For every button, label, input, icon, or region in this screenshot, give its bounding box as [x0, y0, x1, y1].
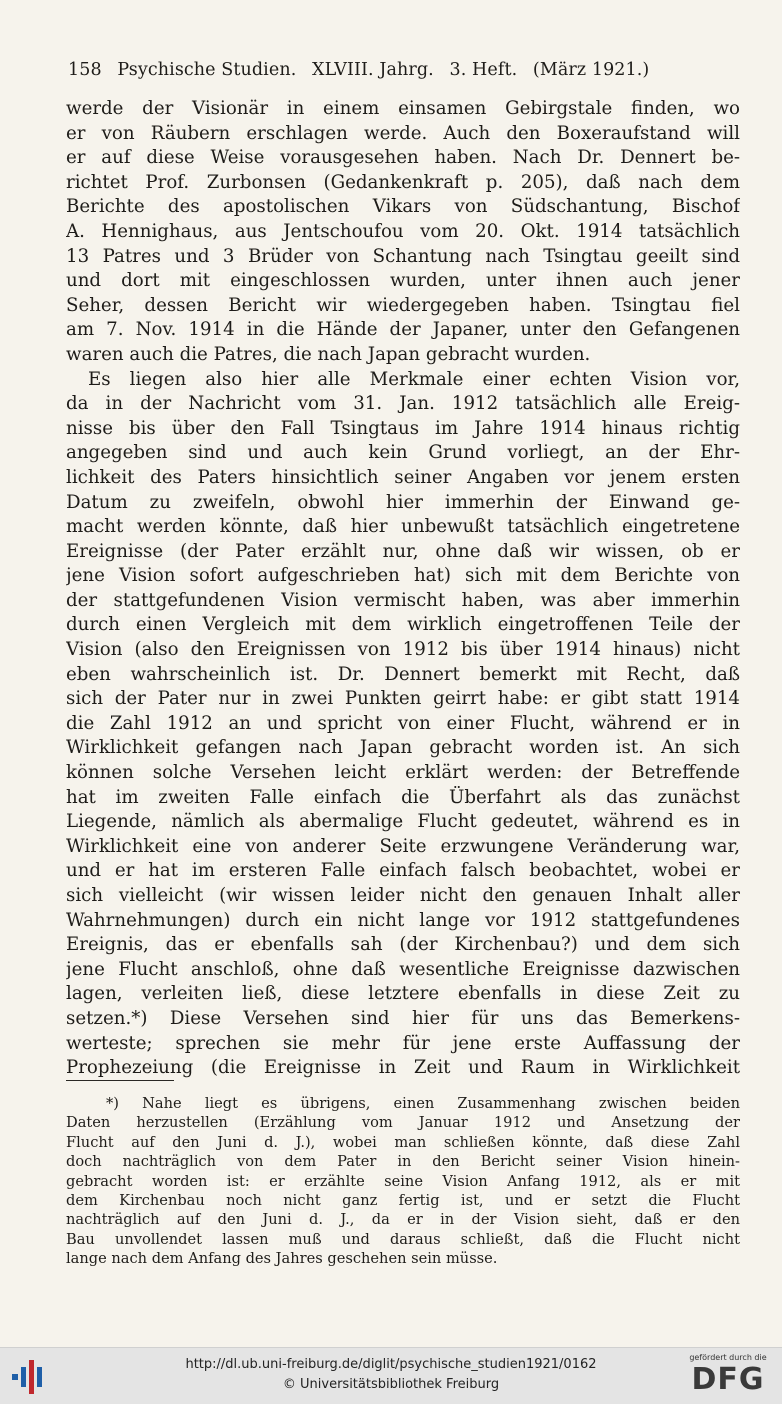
permalink-url[interactable]: http://dl.ub.uni-freiburg.de/diglit/psychische_studien1921/0162	[185, 1357, 597, 1372]
body-text-line: Ereignis, das er ebenfalls sah (der Kirchenbau?) und dem sich	[66, 934, 740, 956]
body-text-line: setzen.*) Diese Versehen sind hier für uns das Bemerkens-	[66, 1007, 740, 1029]
body-text-line: er auf diese Weise vorausgesehen haben. Nach Dr. Dennert be-	[66, 147, 740, 169]
body-text-line: der stattgefundenen Vision vermischt haben, was aber immerhin	[66, 589, 740, 611]
body-text	[66, 97, 740, 1081]
dfg-logo[interactable]	[686, 1353, 770, 1397]
journal-title: Psychische Studien.	[117, 60, 297, 80]
body-text-line: Vision (also den Ereignissen von 1912 bis über 1914 hinaus) nicht	[66, 639, 740, 661]
body-text-line: nisse bis über den Fall Tsingtaus im Jahre 1914 hinaus richtig	[66, 417, 740, 439]
dfg-logo-icon: DFG	[691, 1362, 765, 1397]
body-text-line: sich der Pater nur in zwei Punkten geirrt habe: er gibt statt 1914	[66, 688, 740, 710]
body-text-line: Berichte des apostolischen Vikars von Südschantung, Bischof	[66, 196, 740, 218]
footnote-line: Daten herzustellen (Erzählung vom Januar 1912 und Ansetzung der	[66, 1114, 740, 1132]
body-text-line: Prophezeiung (die Ereignisse in Zeit und Raum in Wirklichkeit	[66, 1057, 740, 1079]
body-text-line: am 7. Nov. 1914 in die Hände der Japaner, unter den Gefangenen	[66, 319, 740, 341]
body-text-line: lichkeit des Paters hinsichtlich seiner Angaben vor jenem ersten	[66, 466, 740, 488]
body-text-line: hat im zweiten Falle einfach die Überfahrt als das zunächst	[66, 786, 740, 808]
body-text-line: eben wahrscheinlich ist. Dr. Dennert bemerkt mit Recht, daß	[66, 663, 740, 685]
footnote-line: dem Kirchenbau noch nicht ganz fertig ist, und er setzt die Flucht	[66, 1191, 740, 1209]
issue-date: (März 1921.)	[532, 60, 650, 80]
volume-label: XLVIII. Jahrg.	[312, 60, 434, 80]
body-text-line: 13 Patres und 3 Brüder von Schantung nach Tsingtau geeilt sind	[66, 245, 740, 267]
issue-label: 3. Heft.	[449, 60, 518, 80]
footnote-rule	[66, 1080, 174, 1081]
footnote-line: gebracht worden ist: er erzählte seine Vision Anfang 1912, als er mit	[66, 1172, 740, 1190]
body-text-line: und dort mit eingeschlossen wurden, unter ihnen auch jener	[66, 270, 740, 292]
body-text-line: und er hat im ersteren Falle einfach falsch beobachtet, wobei er	[66, 860, 740, 882]
body-text-line: durch einen Vergleich mit dem wirklich eingetroffenen Teile der	[66, 614, 740, 636]
body-text-line: lagen, verleiten ließ, diese letztere ebenfalls in diese Zeit zu	[66, 983, 740, 1005]
viewer-footer	[0, 1347, 782, 1404]
footnote-line: lange nach dem Anfang des Jahres geschehen sein müsse.	[66, 1250, 498, 1268]
body-text-line: können solche Versehen leicht erklärt werden: der Betreffende	[66, 762, 740, 784]
footnote-line: Flucht auf den Juni d. J.), wobei man schließen könnte, daß diese Zahl	[66, 1133, 740, 1151]
body-text-line: Wahrnehmungen) durch ein nicht lange vor 1912 stattgefundenes	[66, 909, 740, 931]
copyright-notice: © Universitätsbibliothek Freiburg	[282, 1377, 500, 1392]
body-text-line: Seher, dessen Bericht wir wiedergegeben haben. Tsingtau fiel	[66, 294, 740, 316]
body-text-line: die Zahl 1912 an und spricht von einer Flucht, während er in	[66, 712, 740, 734]
body-text-line: werde der Visionär in einem einsamen Gebirgstale finden, wo	[66, 98, 740, 119]
body-text-line: Es liegen also hier alle Merkmale einer echten Vision vor,	[88, 368, 740, 390]
dfg-caption: gefördert durch die	[689, 1353, 767, 1362]
body-text-line: angegeben sind und auch kein Grund vorliegt, an der Ehr-	[66, 442, 740, 464]
body-text-line: jene Vision sofort aufgeschrieben hat) sich mit dem Berichte von	[66, 565, 740, 587]
body-text-line: richtet Prof. Zurbonsen (Gedankenkraft p. 205), daß nach dem	[66, 171, 740, 193]
footnote-line: *) Nahe liegt es übrigens, einen Zusammenhang zwischen beiden	[106, 1095, 740, 1112]
body-text-line: Ereignisse (der Pater erzählt nur, ohne daß wir wissen, ob er	[66, 540, 740, 562]
footnote-line: doch nachträglich von dem Pater in den Bericht seiner Vision hinein-	[66, 1153, 740, 1171]
body-text-line: Wirklichkeit eine von anderer Seite erzwungene Veränderung war,	[66, 835, 740, 857]
footnote-line: nachträglich auf den Juni d. J., da er in der Vision sieht, daß er den	[66, 1211, 740, 1229]
running-head	[68, 60, 738, 80]
body-text-line: Liegende, nämlich als abermalige Flucht gedeutet, während es in	[66, 811, 740, 833]
body-text-line: sich vielleicht (wir wissen leider nicht den genauen Inhalt aller	[66, 885, 740, 906]
page-number: 158	[68, 60, 102, 80]
body-text-line: macht werden könnte, daß hier unbewußt tatsächlich eingetretene	[66, 516, 740, 538]
body-text-line: werteste; sprechen sie mehr für jene erste Auffassung der	[66, 1032, 740, 1054]
body-text-line: Datum zu zweifeln, obwohl hier immerhin der Einwand ge-	[66, 491, 740, 513]
body-text-line: da in der Nachricht vom 31. Jan. 1912 tatsächlich alle Ereig-	[66, 393, 740, 415]
body-text-line: A. Hennighaus, aus Jentschoufou vom 20. Okt. 1914 tatsächlich	[66, 220, 740, 242]
body-text-line: Wirklichkeit gefangen nach Japan gebracht worden ist. An sich	[66, 737, 740, 759]
footnote-line: Bau unvollendet lassen muß und daraus schließt, daß die Flucht nicht	[66, 1230, 740, 1248]
body-text-line: er von Räubern erschlagen werde. Auch den Boxeraufstand will	[66, 122, 740, 144]
body-text-line: jene Flucht anschloß, ohne daß wesentliche Ereignisse dazwischen	[66, 958, 740, 980]
footnotes	[66, 1094, 740, 1269]
body-text-line: waren auch die Patres, die nach Japan gebracht wurden.	[66, 343, 591, 365]
